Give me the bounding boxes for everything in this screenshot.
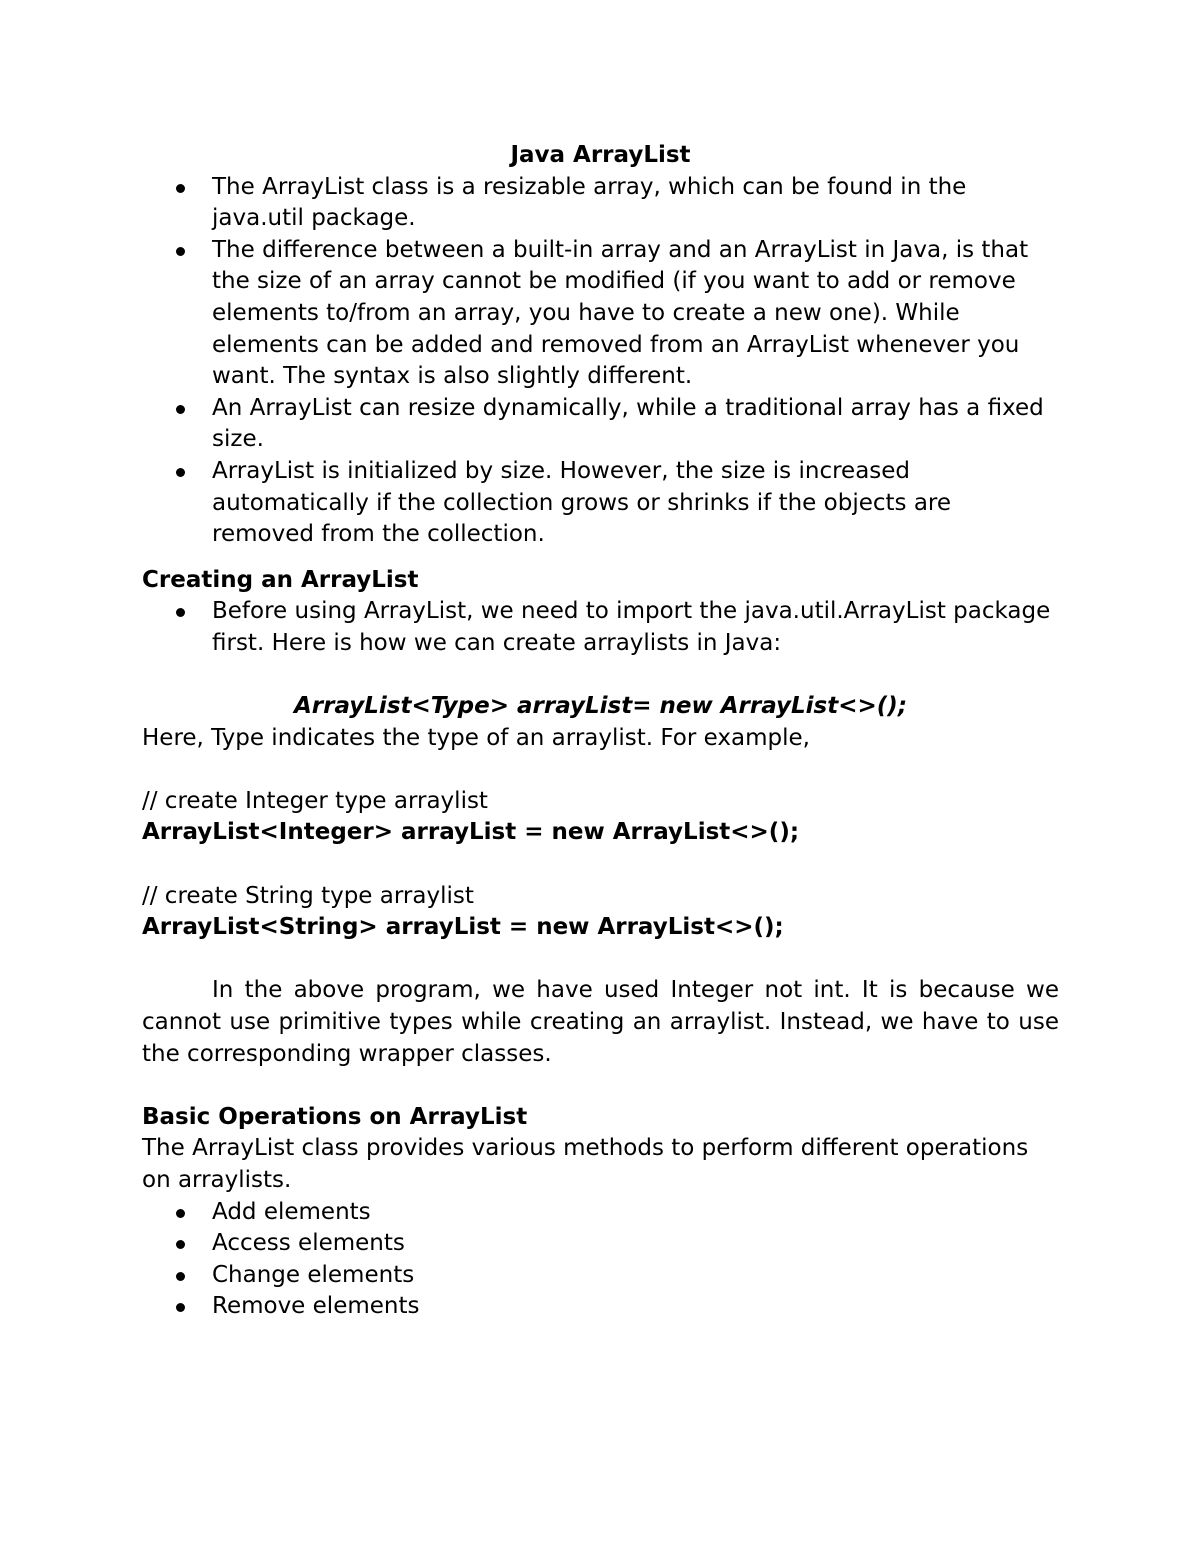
type-note: Here, Type indicates the type of an arraylist. For example, xyxy=(142,724,810,751)
spacer xyxy=(142,849,1059,881)
creating-bullet-list xyxy=(142,596,1059,659)
list-item: Add elements xyxy=(142,1197,1059,1229)
operations-bullet-list xyxy=(142,1197,1059,1323)
integer-comment: // create Integer type arraylist xyxy=(142,787,488,814)
list-item: The ArrayList class is a resizable array, which can be found in the java.util package. xyxy=(142,172,1059,235)
syntax-example: ArrayList<Type> arrayList= new ArrayList<>(); xyxy=(293,693,908,720)
string-code: ArrayList<String> arrayList = new ArrayList<>(); xyxy=(142,914,784,941)
spacer xyxy=(142,754,1059,786)
list-item: Access elements xyxy=(142,1228,1059,1260)
document-page xyxy=(142,140,1059,1323)
explanation-paragraph: In the above program, we have used Integer not int. It is because we cannot use primitive types while creating an arraylist. Instead, we have to use the corresponding wrapper classes. xyxy=(142,977,1059,1067)
list-item: Before using ArrayList, we need to import the java.util.ArrayList package first. Here is how we can create arraylists in Java: xyxy=(142,596,1059,659)
spacer xyxy=(142,660,1059,692)
list-item: The difference between a built-in array and an ArrayList in Java, is that the size of an array cannot be modified (if you want to add or remove elements to/from an array, you have to create a new one). While elements can be added and removed from an ArrayList whenever you want. The syntax is also slightly different. xyxy=(142,235,1059,393)
string-comment: // create String type arraylist xyxy=(142,882,474,909)
list-item: Change elements xyxy=(142,1260,1059,1292)
integer-code: ArrayList<Integer> arrayList = new ArrayList<>(); xyxy=(142,819,800,846)
intro-bullet-list xyxy=(142,172,1059,551)
list-item: An ArrayList can resize dynamically, while a traditional array has a fixed size. xyxy=(142,393,1059,456)
spacer xyxy=(142,551,1059,565)
list-item: Remove elements xyxy=(142,1291,1059,1323)
list-item: ArrayList is initialized by size. However, the size is increased automatically if the collection grows or shrinks if the objects are removed from the collection. xyxy=(142,456,1059,551)
operations-intro: The ArrayList class provides various methods to perform different operations on arraylists. xyxy=(142,1135,1029,1193)
spacer xyxy=(142,1070,1059,1102)
page-title: Java ArrayList xyxy=(510,142,691,168)
spacer xyxy=(142,944,1059,976)
section-heading-operations: Basic Operations on ArrayList xyxy=(142,1103,528,1130)
section-heading-creating: Creating an ArrayList xyxy=(142,566,419,593)
